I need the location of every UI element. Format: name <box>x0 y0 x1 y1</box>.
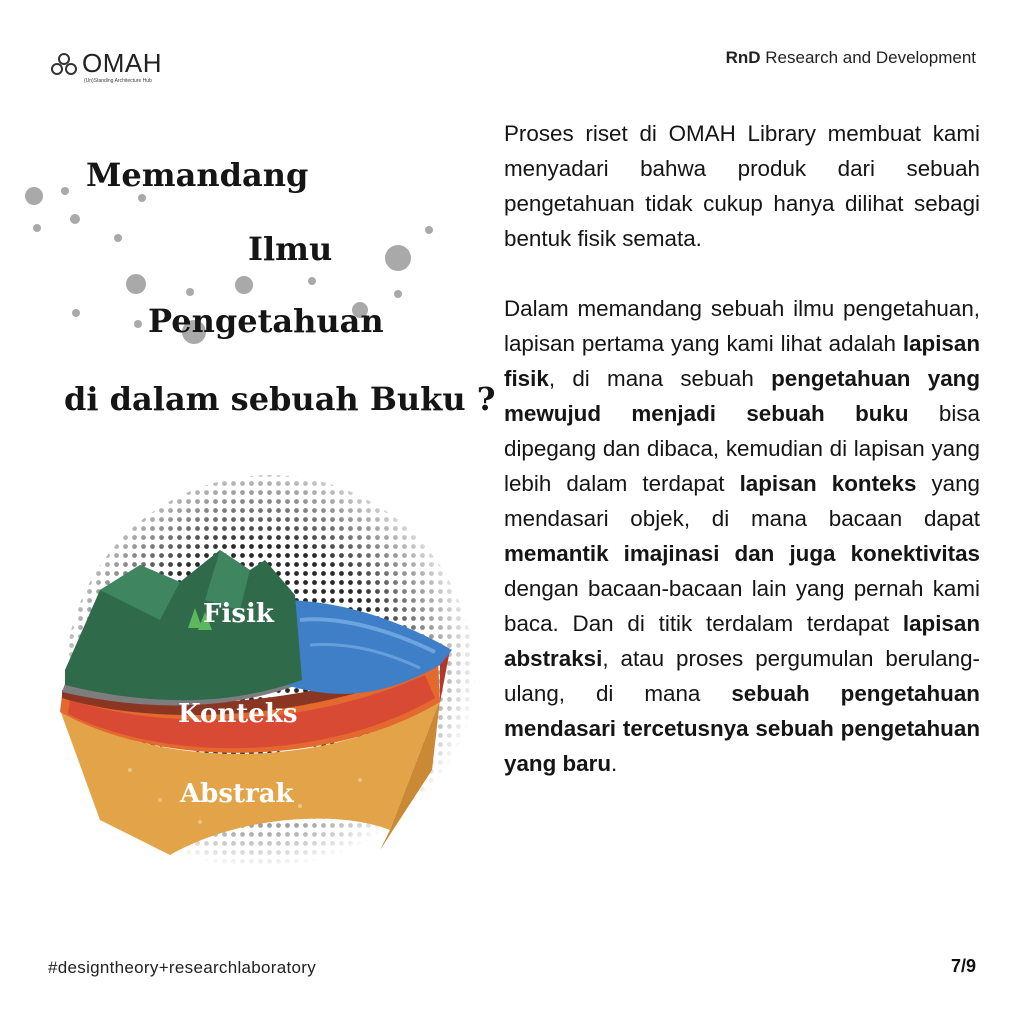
p2-text: yang mendasari objek, di mana bacaan dapat <box>504 471 980 531</box>
p2-text: , di mana sebuah <box>548 366 772 391</box>
layer-label-fisik: Fisik <box>203 599 274 629</box>
paragraph-1: Proses riset di OMAH Library membuat kami menyadari bahwa produk dari sebuah pengetahuan tidak cukup hanya dilihat sebagi bentuk fisik semata. <box>504 121 980 251</box>
question-line-1: Memandang <box>86 156 309 194</box>
page-number: 7/9 <box>950 956 976 976</box>
p2-text: dengan bacaan-bacaan lain yang pernah kami baca. Dan di titik terdalam terdapat <box>504 576 980 636</box>
logo-tagline: (Un)Standing Architecture Hub <box>84 78 152 84</box>
omah-logo <box>48 46 188 86</box>
layer-label-abstrak: Abstrak <box>180 779 294 809</box>
p2-text: , atau proses pergumulan berulang-ulang, di mana <box>504 646 980 706</box>
p2-bold: pengetahuan yang mewujud menjadi sebuah buku <box>504 366 981 426</box>
earth-layers-illustration <box>40 470 480 890</box>
rnd-full: Research and Development <box>765 48 976 67</box>
paragraph-2 <box>504 291 980 781</box>
p2-bold: sebuah pengetahuan mendasari tercetusnya sebuah pengetahuan yang baru <box>504 681 980 776</box>
p2-text: Dalam memandang sebuah ilmu pengetahuan, lapisan pertama yang kami lihat adalah <box>504 296 980 356</box>
p2-bold: lapisan fisik <box>504 331 980 391</box>
body-text <box>504 116 980 781</box>
omah-logo-icon <box>48 52 80 76</box>
question-line-3: Pengetahuan <box>148 302 384 340</box>
rnd-abbrev: RnD <box>725 48 761 67</box>
question-line-4: di dalam sebuah Buku ? <box>64 380 496 418</box>
question-line-2: Ilmu <box>248 230 333 268</box>
footer-hashtag: #designtheory+researchlaboratory <box>48 958 317 977</box>
p2-text: bisa dipegang dan dibaca, kemudian di lapisan yang lebih dalam terdapat <box>504 401 980 496</box>
logo-name: OMAH <box>82 48 162 78</box>
layer-label-konteks: Konteks <box>178 699 298 729</box>
p2-bold: memantik imajinasi dan juga konektivitas <box>504 541 980 566</box>
rnd-header <box>726 48 976 68</box>
p2-bold: lapisan konteks <box>739 471 917 496</box>
p2-text: . <box>611 751 618 776</box>
p2-bold: lapisan abstraksi <box>504 611 980 671</box>
